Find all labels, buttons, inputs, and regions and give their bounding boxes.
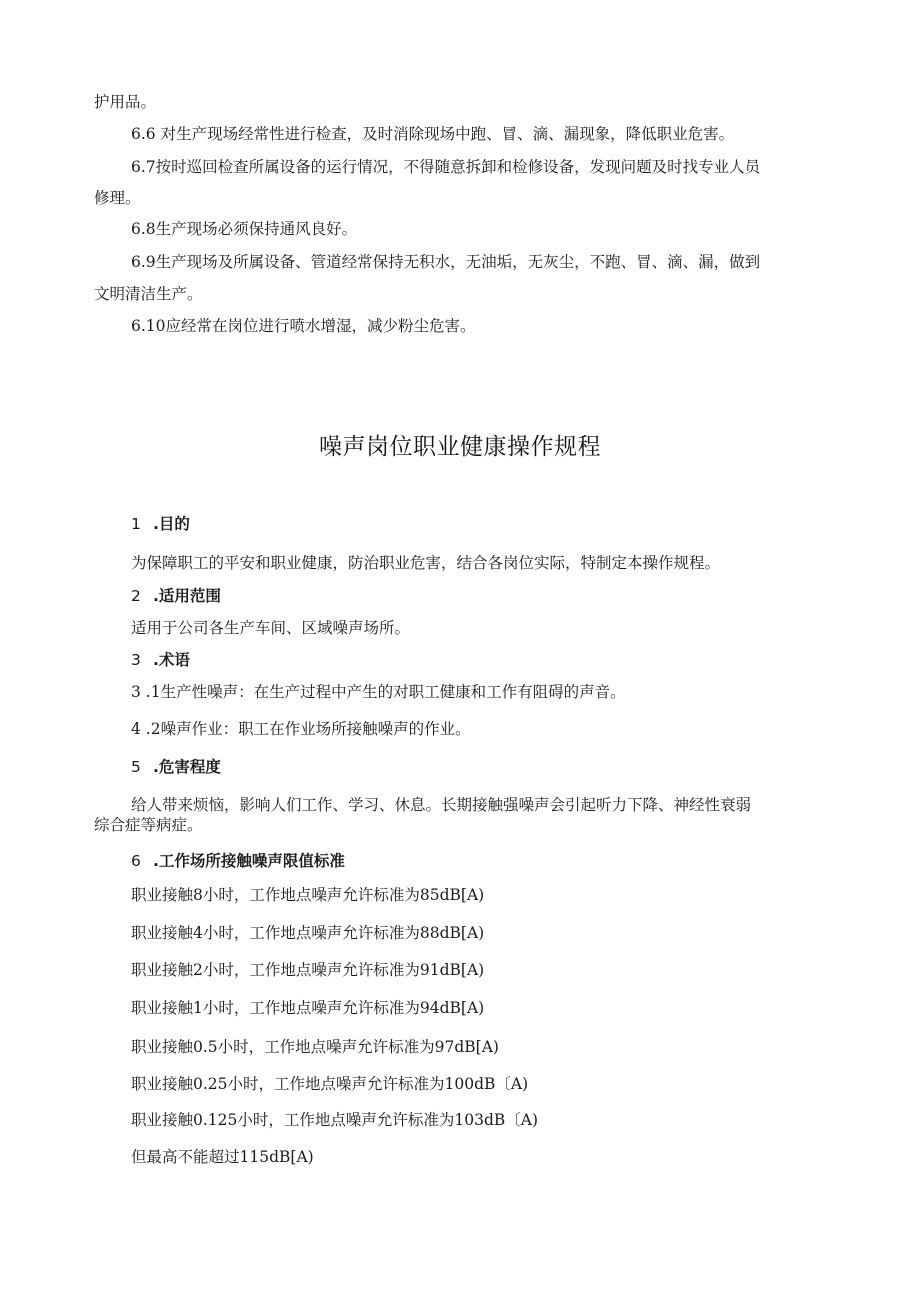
section-3-heading — [131, 650, 190, 670]
section-6-heading — [131, 851, 345, 871]
section-1-body: 为保障职工的平安和职业健康，防治职业危害，结合各岗位实际，特制定本操作规程。 — [131, 554, 721, 572]
section-2-body: 适用于公司各生产车间、区域噪声场所。 — [131, 619, 411, 637]
limit-1h: 职业接触1小时，工作地点噪声允许标准为94dB[A) — [131, 999, 485, 1017]
limit-max-note: 但最高不能超过115dB[A) — [131, 1148, 314, 1166]
section-6-number: 6 — [131, 852, 141, 870]
limit-4h: 职业接触4小时，工作地点噪声允许标准为88dB[A) — [131, 924, 485, 942]
limit-2h: 职业接触2小时，工作地点噪声允许标准为91dB[A) — [131, 961, 485, 979]
clause-6-8: 6.8生产现场必须保持通风良好。 — [131, 220, 358, 238]
limit-0-5h: 职业接触0.5小时，工作地点噪声允许标准为97dB[A) — [131, 1038, 499, 1056]
section-3-title: .术语 — [153, 651, 190, 669]
section-1-number: 1 — [131, 515, 141, 533]
section-2-title: .适用范围 — [153, 587, 221, 605]
section-5-body-line2: 综合症等病症。 — [94, 816, 203, 834]
section-1-heading — [131, 514, 190, 534]
clause-6-6: 6.6 对生产现场经常性进行检查，及时消除现场中跑、冒、滴、漏现象，降低职业危害。 — [131, 125, 735, 143]
continuation-text: 护用品。 — [94, 93, 157, 111]
term-3-2: 4 .2噪声作业：职工在作业场所接触噪声的作业。 — [131, 720, 471, 738]
limit-0-125h: 职业接触0.125小时，工作地点噪声允许标准为103dB〔A) — [131, 1111, 539, 1129]
section-5-title: .危害程度 — [153, 758, 221, 776]
term-3-1: 3 .1生产性噪声：在生产过程中产生的对职工健康和工作有阻碍的声音。 — [131, 683, 626, 701]
section-5-number: 5 — [131, 758, 141, 776]
section-6-title: .工作场所接触噪声限值标准 — [153, 852, 345, 870]
section-5-heading — [131, 757, 221, 777]
document-title: 噪声岗位职业健康操作规程 — [319, 434, 601, 460]
limit-0-25h: 职业接触0.25小时，工作地点噪声允许标准为100dB〔A) — [131, 1075, 529, 1093]
clause-6-7-cont: 修理。 — [94, 189, 141, 207]
section-3-number: 3 — [131, 651, 141, 669]
section-1-title: .目的 — [153, 515, 190, 533]
section-2-number: 2 — [131, 587, 141, 605]
section-5-body-line1: 给人带来烦恼，影响人们工作、学习、休息。长期接触强噪声会引起听力下降、神经性衰弱 — [131, 796, 752, 814]
clause-6-10: 6.10应经常在岗位进行喷水增湿，减少粉尘危害。 — [131, 317, 476, 335]
limit-8h: 职业接触8小时，工作地点噪声允许标准为85dB[A) — [131, 886, 485, 904]
clause-6-9-cont: 文明清洁生产。 — [94, 285, 203, 303]
clause-6-9: 6.9生产现场及所属设备、管道经常保持无积水，无油垢，无灰尘，不跑、冒、滴、漏，做到 — [131, 253, 761, 271]
section-2-heading — [131, 586, 221, 606]
clause-6-7: 6.7按时巡回检查所属设备的运行情况，不得随意拆卸和检修设备，发现问题及时找专业人员 — [131, 158, 761, 176]
